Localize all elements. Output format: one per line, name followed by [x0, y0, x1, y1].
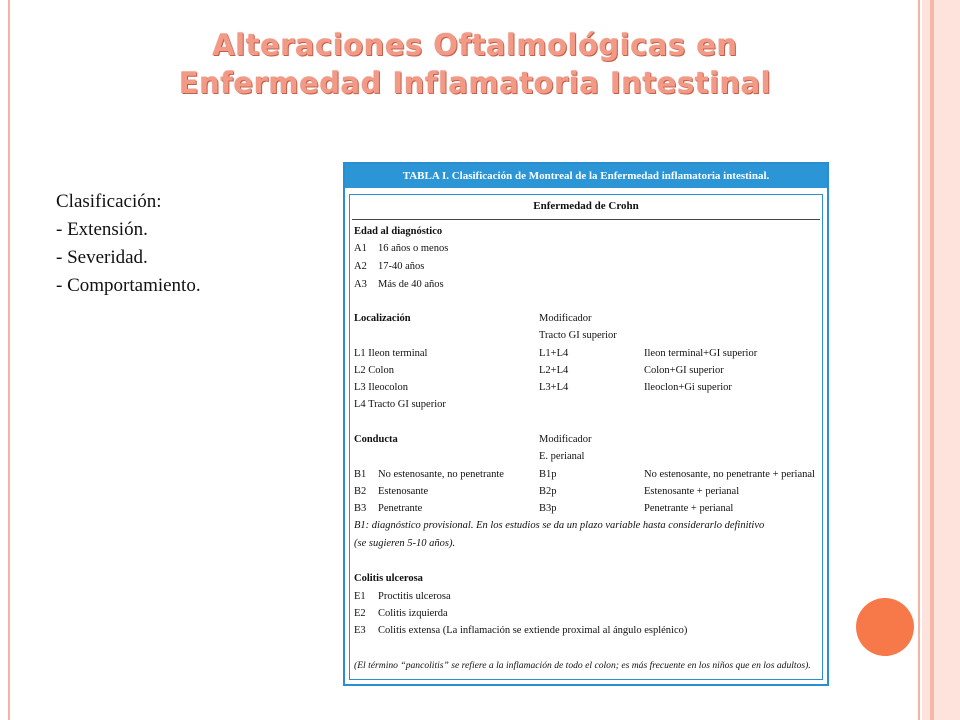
classification-item-severity: - Severidad. — [56, 247, 148, 268]
slide-right-border-line — [918, 0, 920, 720]
colitis-text-e1: Proctitis ulcerosa — [378, 591, 451, 602]
localizacion-modifier: Modificador — [539, 313, 592, 324]
slide-title-line-2: Enfermedad Inflamatoria Intestinal — [178, 66, 772, 100]
loc-row-2-col3: Colon+GI superior — [644, 365, 724, 376]
colitis-footnote: (El término “pancolitis” se refiere a la inflamación de todo el colon; es más frecuente en los niños que en los adultos). — [354, 660, 811, 671]
conducta-col2-b3: B3p — [539, 503, 557, 514]
edad-text-a2: 17-40 años — [378, 261, 425, 272]
section-title-localizacion: Localización — [354, 313, 411, 324]
slide-right-border-band — [922, 0, 960, 720]
table-caption: TABLA I. Clasificación de Montreal de la Enfermedad inflamatoria intestinal. — [345, 164, 827, 188]
loc-row-3-col2: L3+L4 — [539, 382, 569, 393]
colitis-text-e3: Colitis extensa (La inflamación se extiende proximal al ángulo esplénico) — [378, 625, 688, 636]
section-title-colitis: Colitis ulcerosa — [354, 573, 423, 584]
slide-left-border — [8, 0, 10, 720]
conducta-note-line-1: B1: diagnóstico provisional. En los estudios se da un plazo variable hasta considerarlo definitivo — [354, 520, 765, 531]
conducta-note-line-2: (se sugieren 5-10 años). — [354, 538, 456, 549]
classification-heading: Clasificación: — [56, 191, 162, 212]
conducta-code-b3: B3 — [354, 503, 367, 514]
conducta-code-b2: B2 — [354, 486, 367, 497]
decorative-orange-circle — [856, 598, 914, 656]
loc-row-3-col1: L3 Ileocolon — [354, 382, 408, 393]
conducta-col2-b1: B1p — [539, 469, 557, 480]
conducta-modifier: Modificador — [539, 434, 592, 445]
loc-row-1-col1: L1 Ileon terminal — [354, 348, 428, 359]
table-body — [349, 194, 823, 680]
section-title-conducta: Conducta — [354, 434, 398, 445]
conducta-code-b1: B1 — [354, 469, 367, 480]
conducta-text-b2: Estenosante — [378, 486, 429, 497]
edad-code-a1: A1 — [354, 243, 367, 254]
edad-text-a3: Más de 40 años — [378, 279, 444, 290]
conducta-col3-b3: Penetrante + perianal — [644, 503, 734, 514]
colitis-code-e2: E2 — [354, 608, 366, 619]
conducta-col2-b2: B2p — [539, 486, 557, 497]
colitis-code-e1: E1 — [354, 591, 366, 602]
loc-row-2-col2: L2+L4 — [539, 365, 569, 376]
section-title-edad: Edad al diagnóstico — [354, 226, 443, 237]
edad-text-a1: 16 años o menos — [378, 243, 449, 254]
loc-row-2-col1: L2 Colon — [354, 365, 394, 376]
classification-list — [56, 188, 201, 300]
montreal-classification-table — [343, 162, 829, 686]
loc-row-1-col2: L1+L4 — [539, 348, 569, 359]
colitis-text-e2: Colitis izquierda — [378, 608, 448, 619]
loc-row-1-col3: Ileon terminal+GI superior — [644, 348, 758, 359]
conducta-col3-b2: Estenosante + perianal — [644, 486, 740, 497]
conducta-col3-b1: No estenosante, no penetrante + perianal — [644, 469, 815, 480]
conducta-text-b3: Penetrante — [378, 503, 423, 514]
slide-title — [60, 26, 890, 102]
classification-item-extension: - Extensión. — [56, 219, 148, 240]
loc-row-3-col3: Ileoclon+Gi superior — [644, 382, 732, 393]
crohn-header: Enfermedad de Crohn — [352, 195, 820, 220]
colitis-code-e3: E3 — [354, 625, 366, 636]
classification-item-behavior: - Comportamiento. — [56, 275, 201, 296]
slide-title-line-1: Alteraciones Oftalmológicas en — [212, 28, 738, 62]
loc-row-4-col1: L4 Tracto GI superior — [354, 399, 446, 410]
localizacion-modifier-sub: Tracto GI superior — [539, 330, 617, 341]
edad-code-a3: A3 — [354, 279, 367, 290]
edad-code-a2: A2 — [354, 261, 367, 272]
conducta-modifier-sub: E. perianal — [539, 451, 585, 462]
conducta-text-b1: No estenosante, no penetrante — [378, 469, 504, 480]
